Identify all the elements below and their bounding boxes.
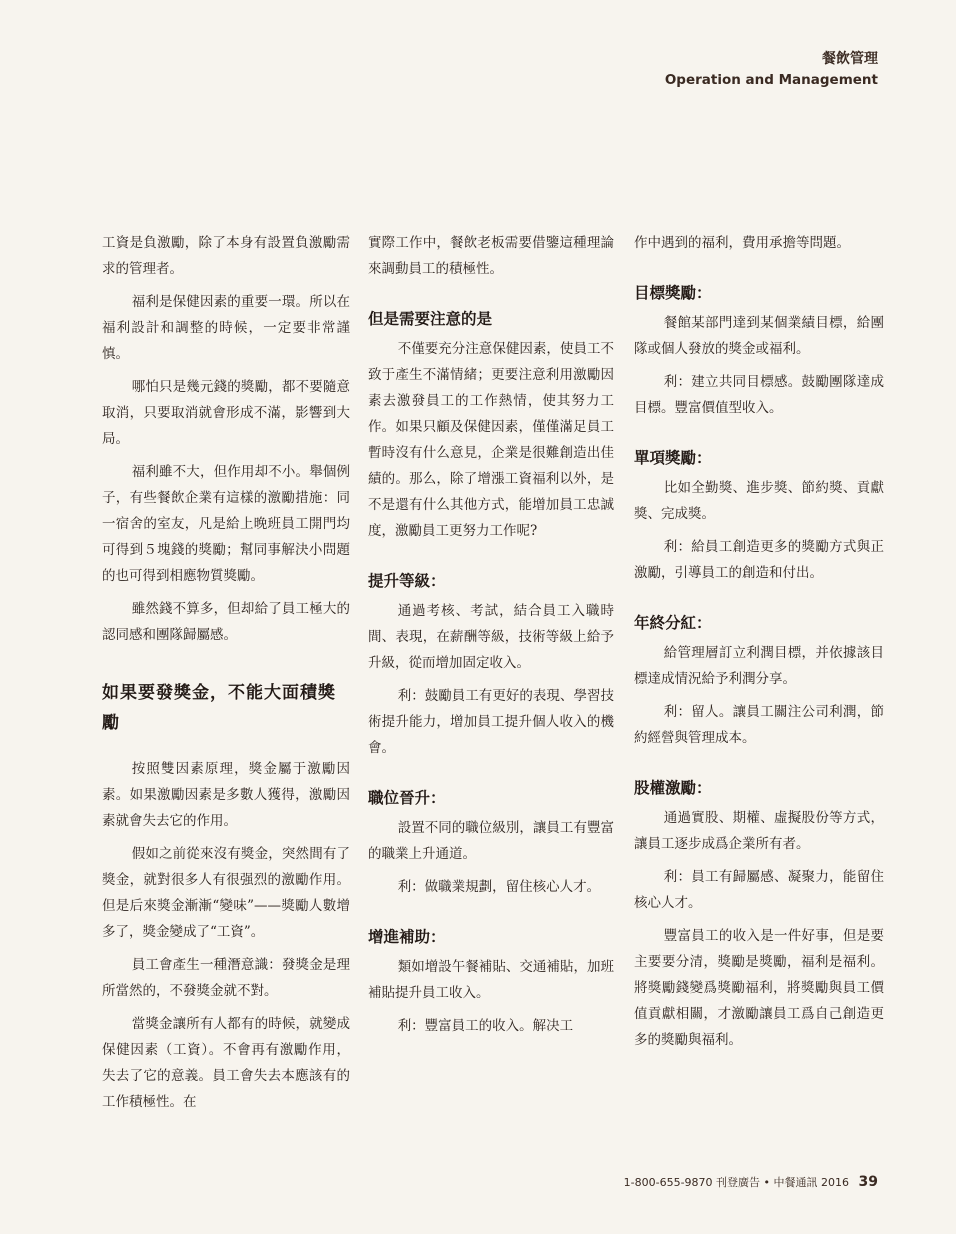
section-heading: 目標獎勵： <box>634 284 712 302</box>
paragraph: 不僅要充分注意保健因素，使員工不致于產生不滿情緒；更要注意利用激勵因素去激發員工的工作熱情，使其努力工作。如果只顧及保健因素，僅僅滿足員工暫時沒有什么意見，企業是很難創造出佳績的。那么，除了增漲工資福利以外，是不是還有什么其他方式，能增加員工忠誠度，激勵員工更努力工作呢? <box>368 341 614 539</box>
paragraph: 豐富員工的收入是一件好事，但是要主要要分清，獎勵是獎勵，福利是福利。將獎勵錢變爲獎勵福利，將獎勵與員工價值貢獻相關，才激勵讓員工爲自己創造更多的獎勵與福利。 <box>634 928 884 1048</box>
column-2 <box>368 230 614 1046</box>
section-subtitle: Operation and Management <box>664 72 878 88</box>
section-heading: 職位晉升： <box>368 789 446 807</box>
paragraph: 通過考核、考試，結合員工入職時間、表現，在薪酬等級，技術等級上給予升級，從而增加固定收入。 <box>368 603 614 671</box>
paragraph: 哪怕只是幾元錢的獎勵，都不要隨意取消，只要取消就會形成不滿，影響到大局。 <box>102 379 350 447</box>
column-1 <box>102 230 350 1122</box>
paragraph: 餐館某部門達到某個業績目標，給團隊或個人發放的獎金或福利。 <box>634 315 884 357</box>
paragraph: 利：員工有歸屬感、凝聚力，能留住核心人才。 <box>634 869 884 911</box>
paragraph: 實際工作中，餐飲老板需要借鑒這種理論來調動員工的積極性。 <box>368 235 614 277</box>
paragraph: 設置不同的職位級別，讓員工有豐富的職業上升通道。 <box>368 820 614 862</box>
section-heading: 年終分紅： <box>634 614 712 632</box>
footer-contact: 1-800-655-9870 刊登廣告 • 中餐通訊 2016 <box>623 1176 850 1189</box>
paragraph: 假如之前從來沒有獎金，突然間有了獎金，就對很多人有很强烈的激勵作用。但是后來獎金漸漸“變味”——獎勵人數增多了，獎金變成了“工資”。 <box>102 846 350 940</box>
paragraph: 利：豐富員工的收入。解决工 <box>397 1018 574 1034</box>
paragraph: 通過實股、期權、虛擬股份等方式，讓員工逐步成爲企業所有者。 <box>634 810 884 852</box>
section-heading: 如果要發獎金，不能大面積獎勵 <box>102 683 336 733</box>
paragraph: 利：鼓勵員工有更好的表現、學習技術提升能力，增加員工提升個人收入的機會。 <box>368 688 614 756</box>
page-number: 39 <box>858 1174 878 1190</box>
paragraph: 福利雖不大，但作用却不小。舉個例子，有些餐飲企業有這樣的激勵措施：同一宿舍的室友，凡是給上晚班員工開門均可得到５塊錢的獎勵；幫同事解決小問題的也可得到相應物質獎勵。 <box>102 464 350 584</box>
section-heading: 提升等級： <box>368 572 446 590</box>
section-category: 餐飲管理 <box>822 51 878 67</box>
section-heading: 但是需要注意的是 <box>368 310 493 328</box>
paragraph: 類如增設午餐補貼、交通補貼，加班補貼提升員工收入。 <box>368 959 614 1001</box>
paragraph: 福利是保健因素的重要一環。所以在福利設計和調整的時候，一定要非常謹慎。 <box>102 294 350 362</box>
paragraph: 作中遇到的福利，費用承擔等問題。 <box>634 235 850 251</box>
paragraph: 員工會產生一種潛意識：發獎金是理所當然的，不發獎金就不對。 <box>102 957 350 999</box>
paragraph: 利：留人。讓員工關注公司利潤，節約經營與管理成本。 <box>634 704 884 746</box>
page-footer <box>624 1174 878 1190</box>
paragraph: 利：給員工創造更多的獎勵方式與正激勵，引導員工的創造和付出。 <box>634 539 884 581</box>
paragraph: 利：建立共同目標感。鼓勵團隊達成目標。豐富價值型收入。 <box>634 374 884 416</box>
section-header <box>665 48 878 90</box>
section-heading: 增進補助： <box>368 928 446 946</box>
paragraph: 利：做職業規劃，留住核心人才。 <box>397 879 601 895</box>
section-heading: 單項獎勵： <box>634 449 712 467</box>
paragraph: 按照雙因素原理，獎金屬于激勵因素。如果激勵因素是多數人獲得，激勵因素就會失去它的作用。 <box>102 761 350 829</box>
paragraph: 給管理層訂立利潤目標，并依據該目標達成情況給予利潤分享。 <box>634 645 884 687</box>
paragraph: 工資是負激勵，除了本身有設置負激勵需求的管理者。 <box>102 235 350 277</box>
section-heading: 股權激勵： <box>634 779 712 797</box>
column-3 <box>634 230 884 1060</box>
paragraph: 雖然錢不算多，但却給了員工極大的認同感和團隊歸屬感。 <box>102 601 350 643</box>
paragraph: 比如全勤獎、進步獎、節約獎、貢獻獎、完成獎。 <box>634 480 884 522</box>
paragraph: 當獎金讓所有人都有的時候，就變成保健因素（工資）。不會再有激勵作用，失去了它的意義。員工會失去本應該有的工作積極性。在 <box>102 1016 350 1110</box>
